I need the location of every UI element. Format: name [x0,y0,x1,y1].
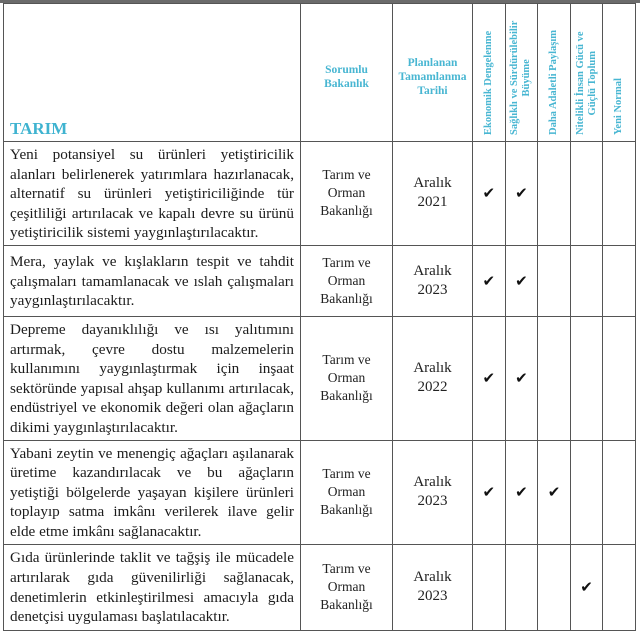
responsible-ministry [301,544,393,630]
planned-date [393,245,473,316]
pillar-check-cell [570,440,603,544]
ministry-line: Tarım ve [322,352,371,368]
checkmark-icon: ✔ [515,483,528,502]
date-month: Aralık [413,360,452,377]
action-text: Yeni potansiyel su ürünleri yetiştiricilik alanları belirlenerek yatırımlara hazırlanacak, alternatif su ürünleri yetiştiriciliğinde tür çeşitliliği artırılacak ve kapalı devre su ürünü yetiştiricilik sistemi yaygınlaştırılacaktır. [4,142,301,246]
table-header-row [4,4,636,142]
pillar-check-cell [473,544,506,630]
ministry-line: Bakanlığı [320,502,373,518]
responsible-ministry [301,245,393,316]
pillar-check-cell [473,245,506,316]
ministry-line: Bakanlığı [320,290,373,306]
action-text: Mera, yaylak ve kışlakların tespit ve tahdit çalışmaları tamamlanacak ve ıslah çalışmaları yaygınlaştırılacaktır. [4,245,301,316]
pillar-check-cell [603,142,636,246]
pillar-check-cell [538,142,571,246]
ministry-line: Orman [327,185,366,201]
action-text: Gıda ürünlerinde taklit ve tağşiş ile mücadele artırılarak gıda güvenilirliği sağlanacak, denetimlerin etkinleştirilmesi amacıyla gıda denetçisi uygulaması başlatılacaktır. [4,544,301,630]
pillar-check-cell [505,245,538,316]
pillar-check-cell [538,316,571,440]
pillar-check-cell [473,142,506,246]
planned-date [393,316,473,440]
date-year: 2021 [417,194,448,211]
header-planned-date [393,4,473,142]
ministry-line: Orman [327,484,366,500]
planned-date [393,142,473,246]
ministry-line: Orman [327,370,366,386]
ministry-line: Bakanlığı [320,203,373,219]
table-row [4,142,636,246]
table-row [4,440,636,544]
action-text: Yabani zeytin ve menengiç ağaçları aşılanarak üretime kazandırılacak ve bu ağaçların yetiştiği bölgelerde yaşayan kişilere ürünleri toplayıp satma imkânı verilerek ilave gelir elde etme imkânı sağlanacaktır. [4,440,301,544]
pillar-check-cell [603,440,636,544]
responsible-ministry [301,316,393,440]
responsible-ministry [301,440,393,544]
pillar-check-cell [603,245,636,316]
header-pillar-economic-rebalancing [473,4,506,142]
table-row [4,245,636,316]
header-pillar-line: Ekonomik Dengelenme [482,30,494,135]
checkmark-icon: ✔ [482,369,496,388]
pillar-check-cell [473,316,506,440]
header-pillar-line: Güçlü Toplum [586,50,598,116]
header-pillar-healthy-sustainable-growth [505,4,538,142]
header-pillar-line: Sağlıklı ve Sürdürülebilir [509,20,521,135]
header-date-line: Planlanan [407,56,458,69]
header-pillar-new-normal [603,4,636,142]
header-pillar-label [613,78,625,135]
table-body [4,142,636,631]
ministry-line: Orman [327,272,366,288]
ministry-line: Orman [327,579,366,594]
pillar-check-cell [603,316,636,440]
date-year: 2022 [417,379,448,396]
ministry-line: Tarım ve [322,254,371,270]
date-month: Aralık [413,175,452,192]
pillar-check-cell [473,440,506,544]
header-pillar-label [509,21,533,135]
action-text: Depreme dayanıklılığı ve ısı yalıtımını artırmak, çevre dostu malzemelerin kullanımını yaygınlaştırmak için inşaat sektöründe yapısal ahşap kullanımı artırılacak, endüstriyel ve ekonomik değeri olan ağaçların dikimi yaygınlaştırılacaktır. [4,316,301,440]
ministry-line: Bakanlığı [320,597,373,612]
header-pillar-qualified-workforce [570,4,603,142]
planned-date [393,440,473,544]
date-month: Aralık [413,262,452,279]
pillar-check-cell [505,316,538,440]
header-ministry [301,4,393,142]
checkmark-icon: ✔ [580,578,593,596]
header-date-line: Tamamlanma [398,70,467,83]
header-pillar-line: Büyüme [521,59,533,97]
pillar-check-cell [505,142,538,246]
ministry-line: Tarım ve [322,167,371,183]
section-title: TARIM [4,4,301,142]
header-ministry-line: Bakanlık [324,77,369,90]
checkmark-icon: ✔ [482,271,496,290]
ministry-line: Bakanlığı [320,388,373,404]
checkmark-icon: ✔ [547,483,561,502]
date-month: Aralık [413,474,452,491]
pillar-check-cell [570,245,603,316]
pillar-check-cell [570,544,603,630]
header-date-line: Tarihi [417,84,448,97]
date-year: 2023 [417,493,448,510]
checkmark-icon: ✔ [515,369,528,388]
pillar-check-cell [603,544,636,630]
checkmark-icon: ✔ [482,184,496,203]
pillar-check-cell [538,440,571,544]
checkmark-icon: ✔ [515,271,528,290]
header-pillar-line: Nitelikli İnsan Gücü ve [574,31,586,135]
header-pillar-label [575,31,599,135]
responsible-ministry [301,142,393,246]
header-ministry-line: Sorumlu [325,63,368,76]
date-year: 2023 [417,281,448,298]
header-pillar-line: Yeni Normal [613,78,625,135]
pillar-check-cell [505,544,538,630]
planned-date [393,544,473,630]
pillar-check-cell [570,316,603,440]
pillar-check-cell [505,440,538,544]
header-pillar-label [548,30,560,135]
checkmark-icon: ✔ [482,483,496,502]
checkmark-icon: ✔ [515,184,528,203]
table-row [4,316,636,440]
header-pillar-label [483,31,495,135]
date-year: 2023 [417,588,448,604]
pillar-check-cell [538,544,571,630]
pillar-check-cell [570,142,603,246]
pillar-check-cell [538,245,571,316]
ministry-line: Tarım ve [322,466,371,482]
header-pillar-fair-sharing [538,4,571,142]
header-pillar-line: Daha Adaletli Paylaşım [547,29,559,135]
ministry-line: Tarım ve [322,561,371,576]
action-plan-table [3,3,636,631]
date-month: Aralık [413,569,452,585]
table-row [4,544,636,630]
